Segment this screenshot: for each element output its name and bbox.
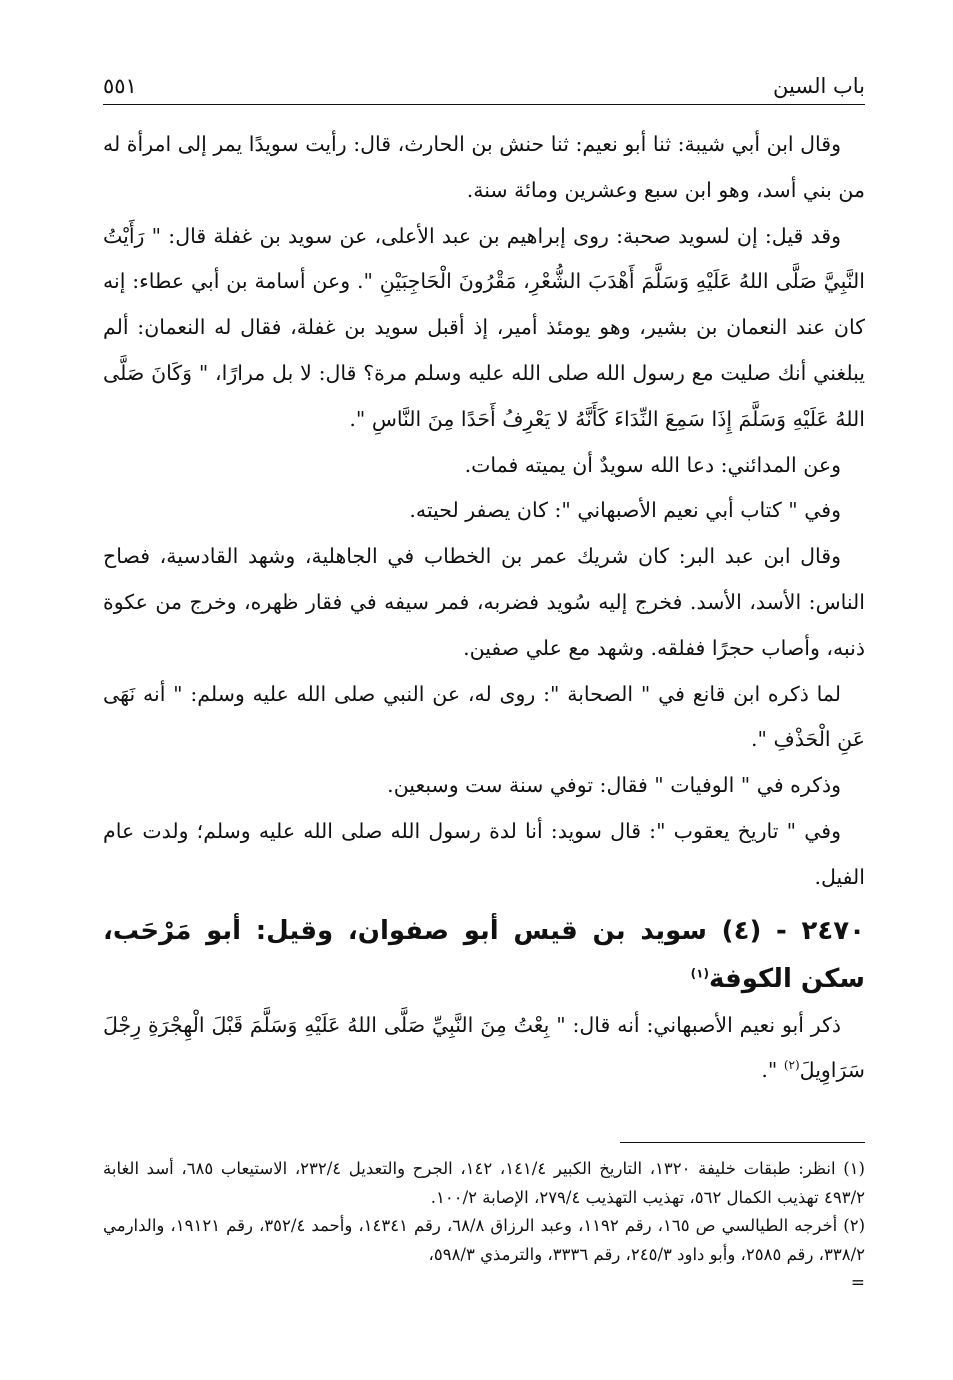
header-rule bbox=[103, 104, 865, 105]
paragraph: لما ذكره ابن قانع في " الصحابة ": روى له، عن النبي صلى الله عليه وسلم: " أنه نَهَى عَنِ الْحَذْفِ ". bbox=[103, 681, 865, 752]
running-title: باب السين bbox=[773, 74, 865, 98]
entry-heading bbox=[103, 907, 865, 1003]
footnote: (٢) أخرجه الطيالسي ص ١٦٥، رقم ١١٩٢، وعبد الرزاق ٦٨/٨، رقم ١٤٣٤١، وأحمد ٣٥٢/٤، رقم ١٩١٢١، والدارمي ٣٣٨/٢، رقم ٢٥٨٥، وأبو داود ٢٤٥/٣، رقم ٣٣٣٦، والترمذي ٥٩٨/٣، bbox=[103, 1216, 866, 1264]
paragraph: وقد قيل: إن لسويد صحبة: روى إبراهيم بن عبد الأعلى، عن سويد بن غفلة قال: " رَأَيْتُ النَّبِيَّ صَلَّى اللهُ عَلَيْهِ وَسَلَّمَ أَهْدَبَ الشُّعْرِ، مَقْرُونَ الْحَاجِبَيْنِ ". وعن أسامة بن أبي عطاء: إنه كان عند النعمان بن بشير، وهو يومئذ أمير، إذ أقبل سويد بن غفلة، فقال له النعمان: ألم يبلغني أنك صليت مع رسول الله صلى الله عليه وسلم مرة؟ قال: لا بل مرارًا، " وَكَانَ صَلَّى اللهُ عَلَيْهِ وَسَلَّمَ إِذَا سَمِعَ النِّدَاءَ كَأَنَّهُ لا يَعْرِفُ أَحَدًا مِنَ النَّاسِ ". bbox=[103, 223, 865, 431]
entry-title: ٢٤٧٠ - (٤) سويد بن قيس أبو صفوان، وقيل: أبو مَرْحَب، سكن الكوفة bbox=[103, 915, 865, 994]
footnotes bbox=[103, 1155, 865, 1298]
paragraph: وفي " كتاب أبي نعيم الأصبهاني ": كان يصفر لحيته. bbox=[409, 498, 841, 523]
page-header bbox=[103, 58, 865, 98]
footnote-marker: (١) bbox=[690, 965, 709, 980]
footnote-marker: (٢) bbox=[783, 1058, 800, 1073]
paragraph: وقال ابن عبد البر: كان شريك عمر بن الخطاب في الجاهلية، وشهد القادسية، فصاح الناس: الأسد، الأسد. فخرج إليه سُويد فضربه، فمر سيفه في فقار ظهره، وخرج من عكوة ذنبه، وأصاب حجرًا ففلقه. وشهد مع علي صفين. bbox=[103, 544, 865, 660]
continuation-mark: = bbox=[850, 1273, 865, 1293]
paragraph: وقال ابن أبي شيبة: ثنا أبو نعيم: ثنا حنش بن الحارث، قال: رأيت سويدًا يمر إلى امرأة له من بني أسد، وهو ابن سبع وعشرين ومائة سنة. bbox=[103, 132, 865, 202]
paragraph: وفي " تاريخ يعقوب ": قال سويد: أنا لدة رسول الله صلى الله عليه وسلم؛ ولدت عام الفيل. bbox=[103, 818, 865, 889]
entry-text-body: ذكر أبو نعيم الأصبهاني: أنه قال: " بِعْتُ مِنَ النَّبِيِّ صَلَّى اللهُ عَلَيْهِ وَسَلَّمَ قَبْلَ الْهِجْرَةِ رِجْلَ سَرَاوِيلَ bbox=[103, 1012, 865, 1083]
entry-text bbox=[103, 1003, 865, 1095]
main-text bbox=[103, 122, 865, 1094]
page-number: ٥٥١ bbox=[103, 74, 137, 98]
footnote-rule bbox=[620, 1142, 865, 1143]
paragraph: وعن المدائني: دعا الله سويدٌ أن يميته فمات. bbox=[464, 452, 841, 477]
footnote: (١) انظر: طبقات خليفة ١٣٢٠، التاريخ الكبير ١٤١/٤، ١٤٢، الجرح والتعديل ٢٣٢/٤، الاستيعاب ٦٨٥، أسد الغابة ٤٩٣/٢ تهذيب الكمال ٥٦٢، تهذيب التهذيب ٢٧٩/٤، الإصابة ١٠٠/٢. bbox=[103, 1159, 865, 1207]
paragraph: وذكره في " الوفيات " فقال: توفي سنة ست وسبعين. bbox=[387, 773, 841, 798]
entry-text-end: ". bbox=[761, 1058, 784, 1083]
